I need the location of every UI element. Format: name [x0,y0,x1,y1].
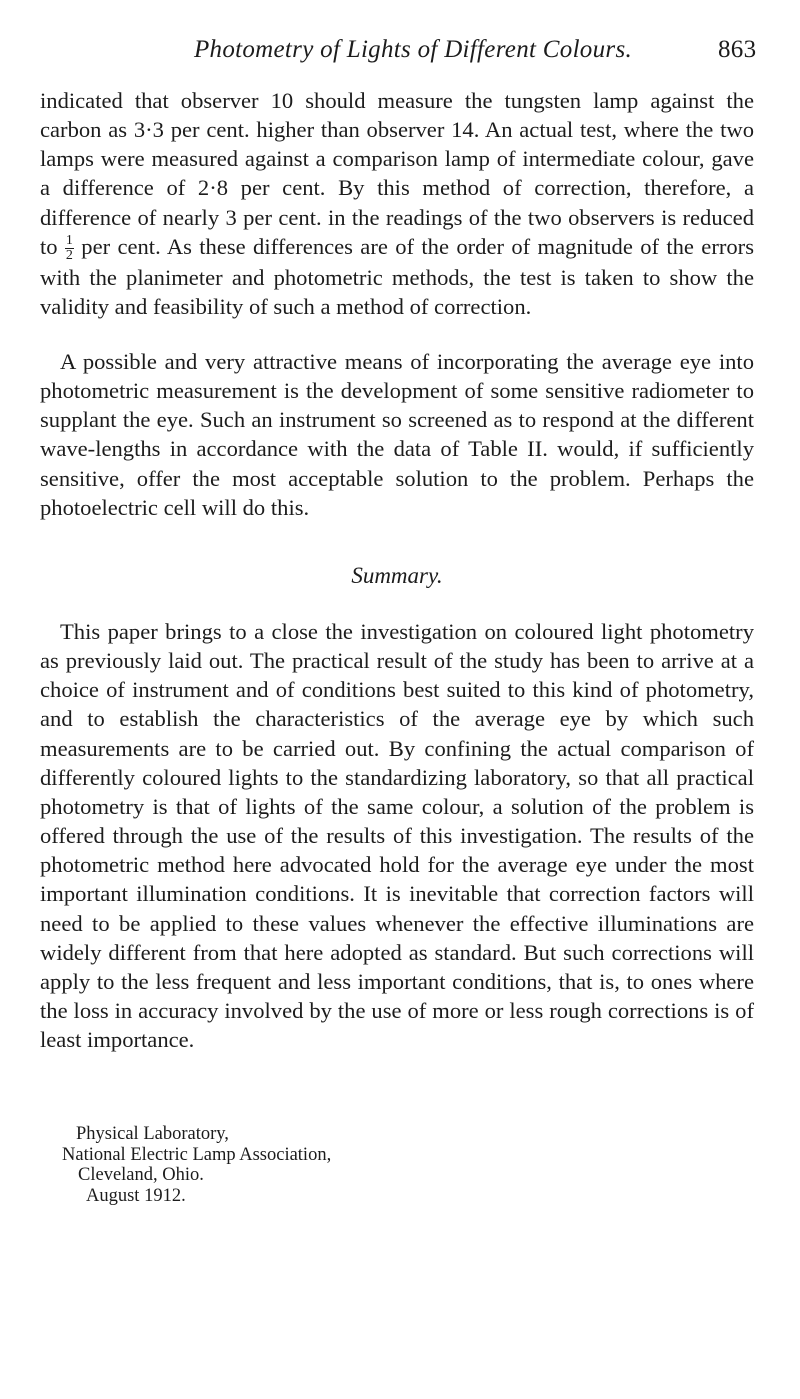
paragraph-1 [40,86,754,321]
signoff-line-1: Physical Laboratory, [76,1124,229,1144]
paragraph-1-text [40,86,754,321]
signoff-line-3: Cleveland, Ohio. [78,1165,204,1185]
paragraph-2-text: A possible and very attractive means of incorporating the average eye into photometric measurement is the development of some sensitive radiometer to supplant the eye. Such an instrument so screened as to respond at the different wave-lengths in accordance with the data of Table II. would, if sufficiently sensitive, offer the most acceptable solution to the problem. Perhaps the photoelectric cell will do this. [40,349,754,520]
signoff-line-4: August 1912. [86,1185,186,1206]
paragraph-2 [40,347,754,522]
signoff-block [62,1124,331,1206]
fraction-numerator: 1 [65,233,73,249]
section-heading: Summary. [351,563,443,588]
half-fraction [65,234,74,263]
page-number: 863 [718,36,757,63]
paragraph-1-part-a: indicated that observer 10 should measure the tungsten lamp against the carbon as 3·3 per cent. higher than observer 14. An actual test, where the two lamps were measured against a comparison lamp of intermediate colour, gave a difference of 2·8 per cent. By this method of correction, therefore, a difference of nearly 3 per cent. in the readings of the two observers is reduced to [40,88,754,259]
fraction-denominator: 2 [65,248,73,264]
paragraph-1-part-b: per cent. As these differences are of the order of magnitude of the errors with the planimeter and photometric methods, the test is taken to show the validity and feasibility of such a method of correction. [40,233,754,320]
running-title: Photometry of Lights of Different Colours. [193,36,633,63]
paragraph-3-text: This paper brings to a close the investigation on coloured light photometry as previously laid out. The practical result of the study has been to arrive at a choice of instrument and of conditions best suited to this kind of photometry, and to establish the characteristics of the average eye by which such measurements are to be carried out. By confining the actual comparison of differently coloured lights to the standardizing laboratory, so that all practical photometry is that of lights of the same colour, a solution of the problem is offered through the use of the results of this investigation. The results of the photometric method here advocated hold for the average eye under the most important illumination conditions. It is inevitable that correction factors will need to be applied to these values whenever the effective illuminations are widely different from that here adopted as standard. But such corrections will apply to the less frequent and less important conditions, that is, to ones where the loss in accuracy involved by the use of more or less rough corrections is of least importance. [40,619,754,1053]
signoff-line-2: National Electric Lamp Association, [62,1144,332,1165]
paragraph-3 [40,617,754,1054]
